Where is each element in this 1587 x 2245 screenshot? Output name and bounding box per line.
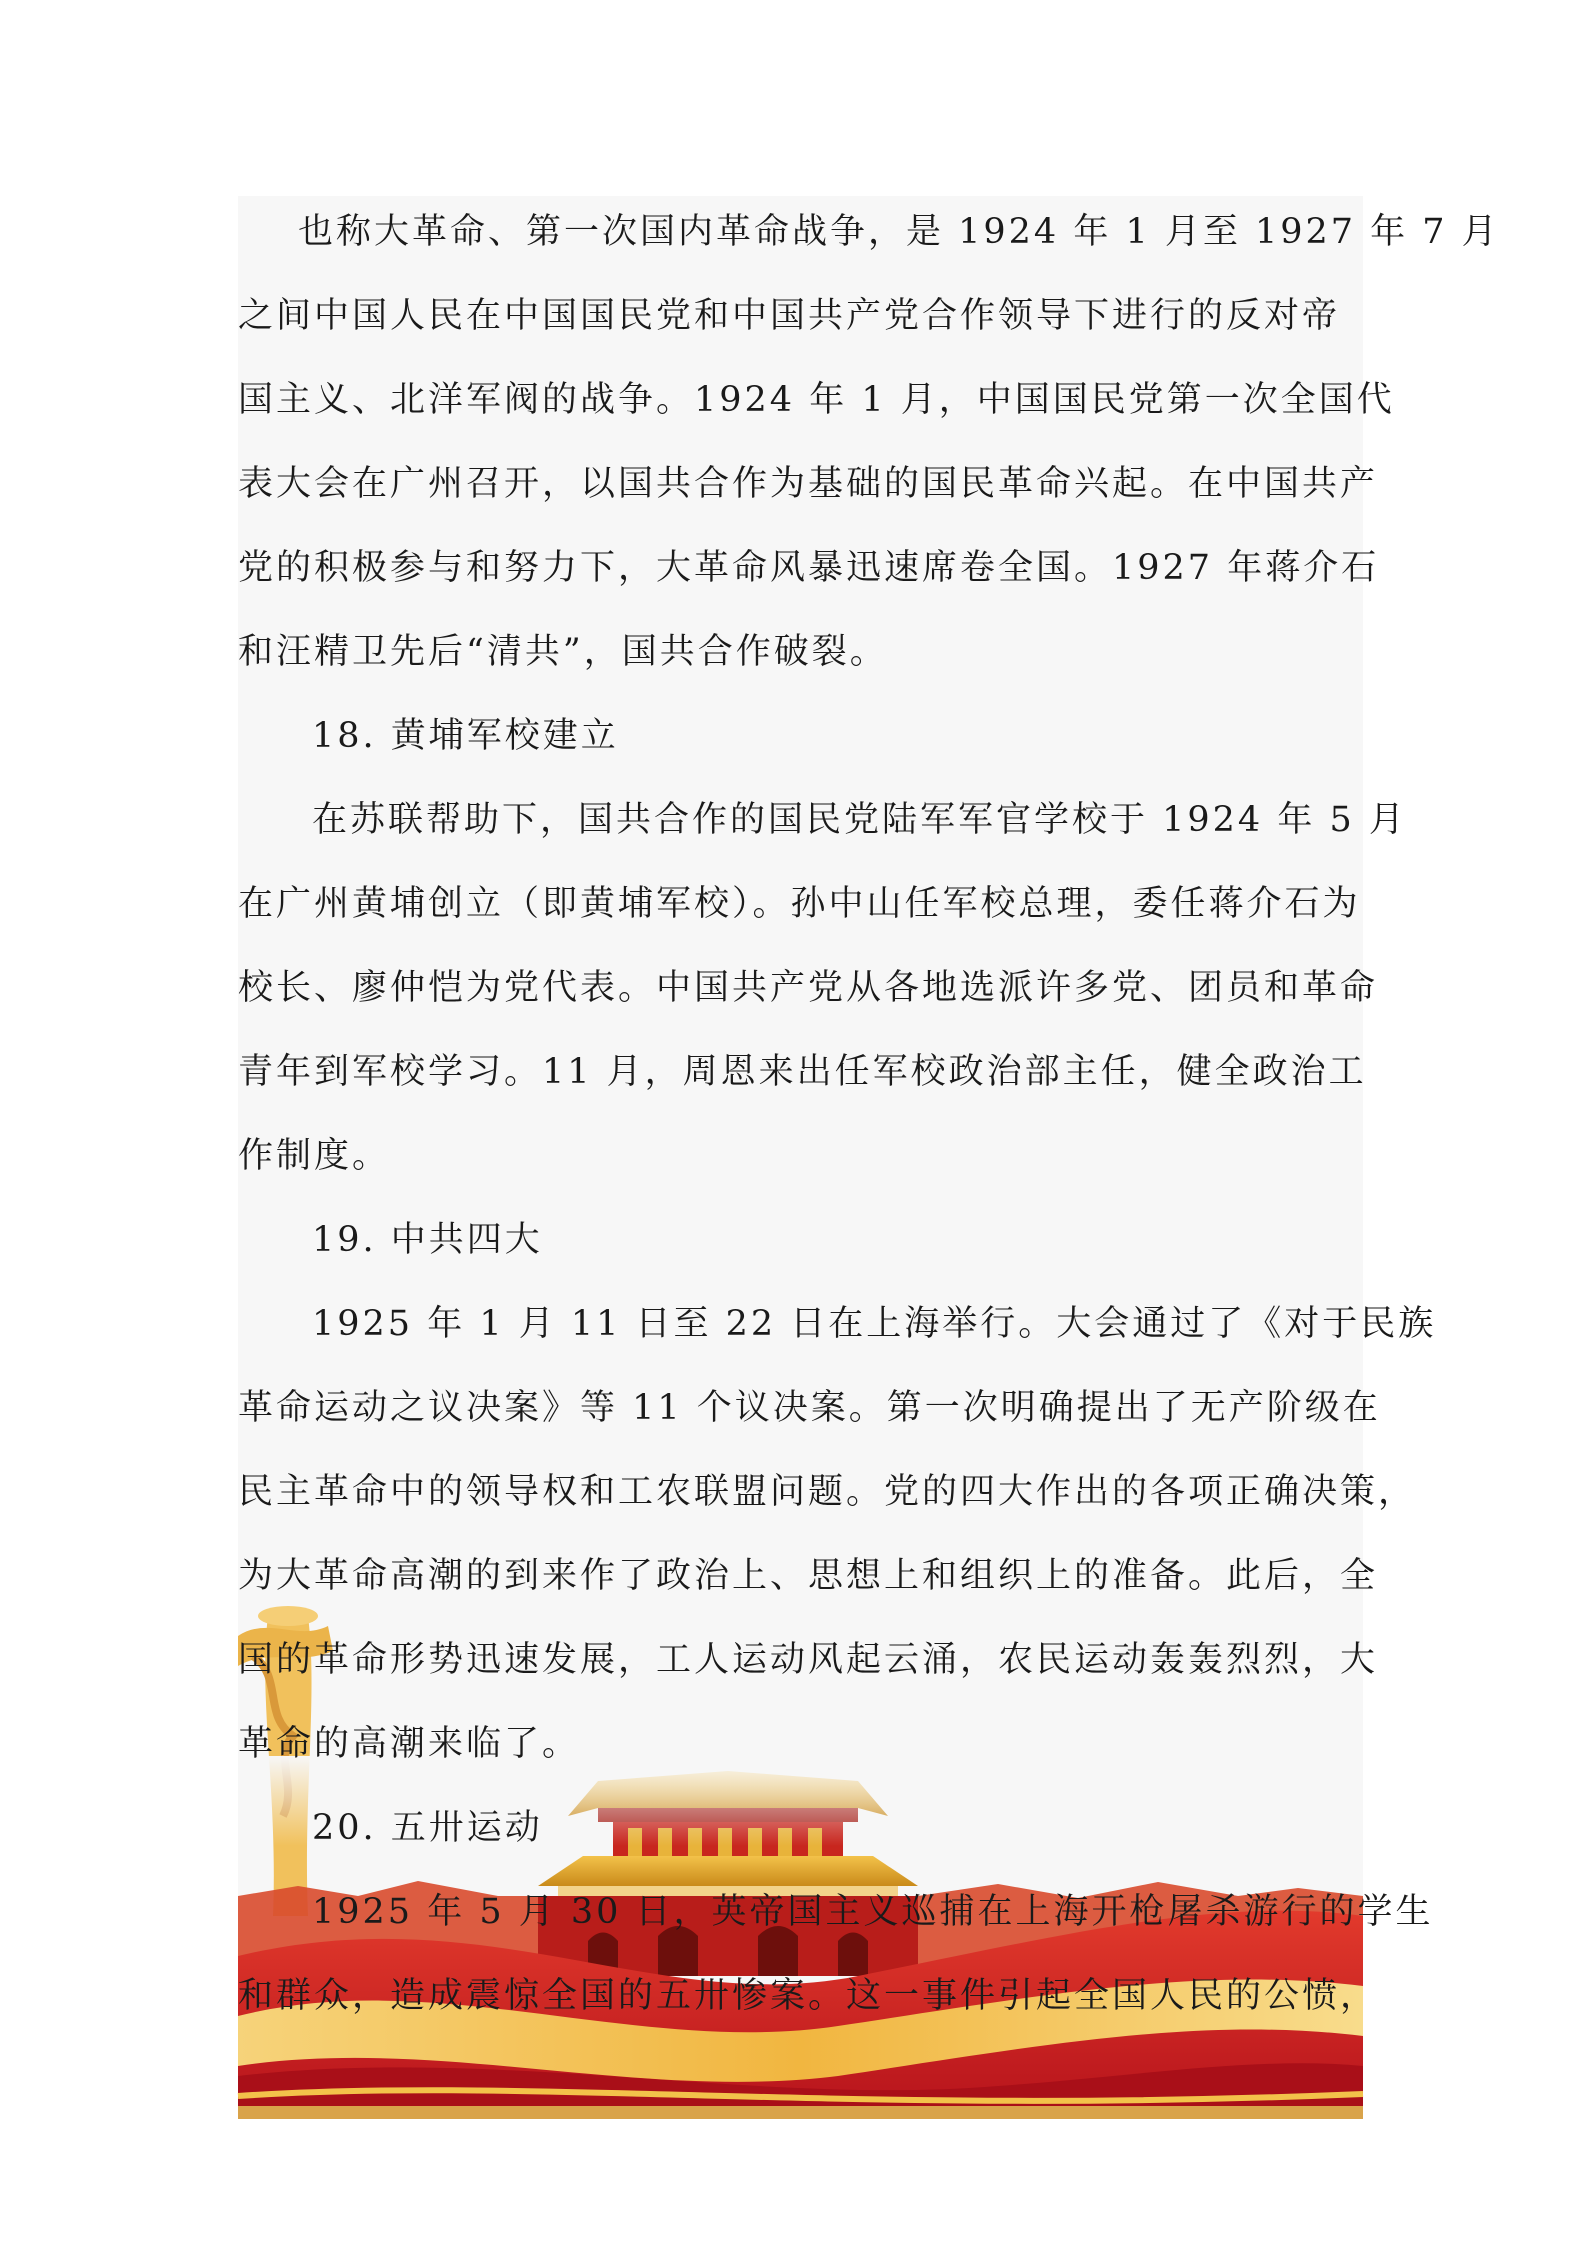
paragraph-line: 青年到军校学习。11 月，周恩来出任军校政治部主任，健全政治工 (238, 1052, 1367, 1092)
paragraph-line: 民主革命中的领导权和工农联盟问题。党的四大作出的各项正确决策， (238, 1472, 1417, 1512)
paragraph-line: 作制度。 (238, 1136, 391, 1176)
paragraph-line: 在广州黄埔创立（即黄埔军校）。孙中山任军校总理，委任蒋介石为 (238, 884, 1361, 924)
paragraph-line: 之间中国人民在中国国民党和中国共产党合作领导下进行的反对帝 (238, 296, 1341, 336)
paragraph-line: 也称大革命、第一次国内革命战争，是 1924 年 1 月至 1927 年 7 月 (298, 212, 1500, 252)
paragraph-line: 国主义、北洋军阀的战争。1924 年 1 月，中国国民党第一次全国代 (238, 380, 1395, 420)
document-page (238, 196, 1500, 2119)
section-heading-18: 18. 黄埔军校建立 (312, 716, 619, 756)
paragraph-line: 1925 年 5 月 30 日，英帝国主义巡捕在上海开枪屠杀游行的学生 (312, 1892, 1434, 1932)
paragraph-line: 校长、廖仲恺为党代表。中国共产党从各地选派许多党、团员和革命 (238, 968, 1379, 1008)
section-heading-20: 20. 五卅运动 (312, 1808, 543, 1848)
paragraph-line: 和汪精卫先后“清共”，国共合作破裂。 (238, 632, 888, 672)
paragraph-line: 为大革命高潮的到来作了政治上、思想上和组织上的准备。此后，全 (238, 1556, 1379, 1596)
paragraph-line: 表大会在广州召开，以国共合作为基础的国民革命兴起。在中国共产 (238, 464, 1379, 504)
paragraph-line: 革命的高潮来临了。 (238, 1724, 581, 1764)
paragraph-line: 和群众，造成震惊全国的五卅惨案。这一事件引起全国人民的公愤， (238, 1976, 1379, 2016)
section-heading-19: 19. 中共四大 (312, 1220, 543, 1260)
paragraph-line: 党的积极参与和努力下，大革命风暴迅速席卷全国。1927 年蒋介石 (238, 548, 1380, 588)
paragraph-line: 国的革命形势迅速发展，工人运动风起云涌，农民运动轰轰烈烈，大 (238, 1640, 1379, 1680)
paragraph-line: 革命运动之议决案》等 11 个议决案。第一次明确提出了无产阶级在 (238, 1388, 1381, 1428)
paragraph-line: 在苏联帮助下，国共合作的国民党陆军军官学校于 1924 年 5 月 (312, 800, 1407, 840)
paragraph-line: 1925 年 1 月 11 日至 22 日在上海举行。大会通过了《对于民族 (312, 1304, 1437, 1344)
